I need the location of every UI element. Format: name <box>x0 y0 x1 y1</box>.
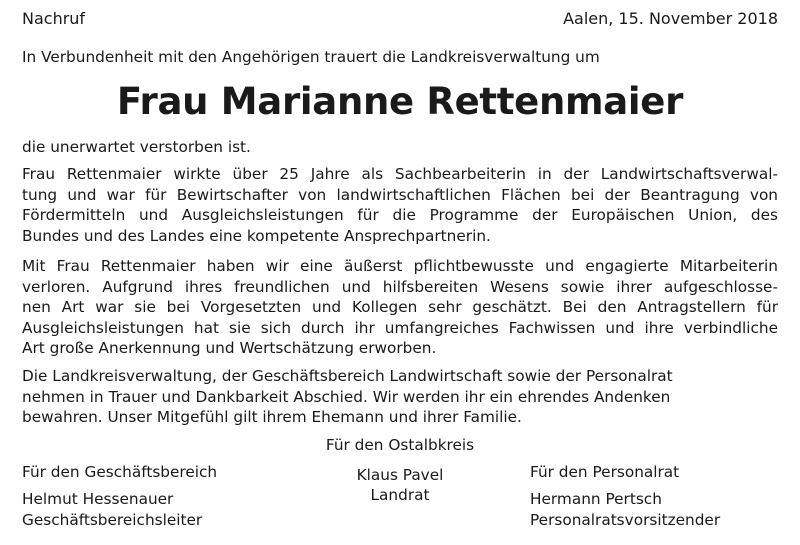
right-signature-title: Personalratsvorsitzender <box>530 511 721 529</box>
paragraph-line: verloren. Aufgrund ihres freundlichen und hilfsbereiten Wesens sowie ihrer aufgeschlosse- <box>22 277 778 296</box>
paragraph-line: Die Landkreisverwaltung, der Geschäftsbereich Landwirtschaft sowie der Personalrat <box>22 367 673 385</box>
paragraph-line: Bundes und des Landes eine kompetente Ansprechpartnerin. <box>22 226 491 245</box>
after-name-text: die unerwartet verstorben ist. <box>22 138 251 156</box>
left-signature-heading: Für den Geschäftsbereich <box>22 463 218 481</box>
paragraph-line: nen Art war sie bei Vorgesetzten und Kollegen sehr geschätzt. Bei den Antragstellern für <box>22 298 778 316</box>
intro-text: In Verbundenheit mit den Angehörigen trauert die Landkreisverwaltung um <box>22 48 600 66</box>
center-signature-name: Klaus Pavel <box>356 466 444 484</box>
right-signature-heading: Für den Personalrat <box>530 463 680 481</box>
paragraph-line: Frau Rettenmaier wirkte über 25 Jahre als Sachbearbeiterin in der Landwirtschaftsverwal- <box>22 165 778 183</box>
paragraph-line: bewahren. Unser Mitgefühl gilt ihrem Ehemann und ihrer Familie. <box>22 408 522 426</box>
paragraph-farewell <box>22 366 778 428</box>
notice-label: Nachruf <box>22 9 86 28</box>
paragraph-line: Fördermitteln und Ausgleichsleistungen für die Programme der Europäischen Union, des <box>22 206 778 224</box>
paragraph-line: nehmen in Trauer und Dankbarkeit Abschied. Wir werden ihr ein ehrendes Andenken <box>22 387 671 406</box>
center-signature-title: Landrat <box>370 486 430 504</box>
paragraph-career <box>22 164 778 246</box>
deceased-name: Frau Marianne Rettenmaier <box>116 80 684 123</box>
paragraph-appreciation <box>22 256 778 359</box>
paragraph-line: Art große Anerkennung und Wertschätzung erworben. <box>22 339 437 357</box>
paragraph-line: Mit Frau Rettenmaier haben wir eine äußerst pflichtbewusste und engagierte Mitarbeiterin <box>22 257 778 275</box>
right-signature-name: Hermann Pertsch <box>530 490 662 508</box>
org-line: Für den Ostalbkreis <box>325 436 475 454</box>
paragraph-line: Ausgleichsleistungen hat sie sich durch ihr umfangreiches Fachwissen und ihre verbindliche <box>22 318 778 337</box>
place-date: Aalen, 15. November 2018 <box>563 9 778 28</box>
left-signature-name: Helmut Hessenauer <box>22 490 174 508</box>
paragraph-line: tung und war für Bewirtschafter von landwirtschaftlichen Flächen bei der Beantragung von <box>22 185 778 204</box>
left-signature-title: Geschäftsbereichsleiter <box>22 511 203 529</box>
